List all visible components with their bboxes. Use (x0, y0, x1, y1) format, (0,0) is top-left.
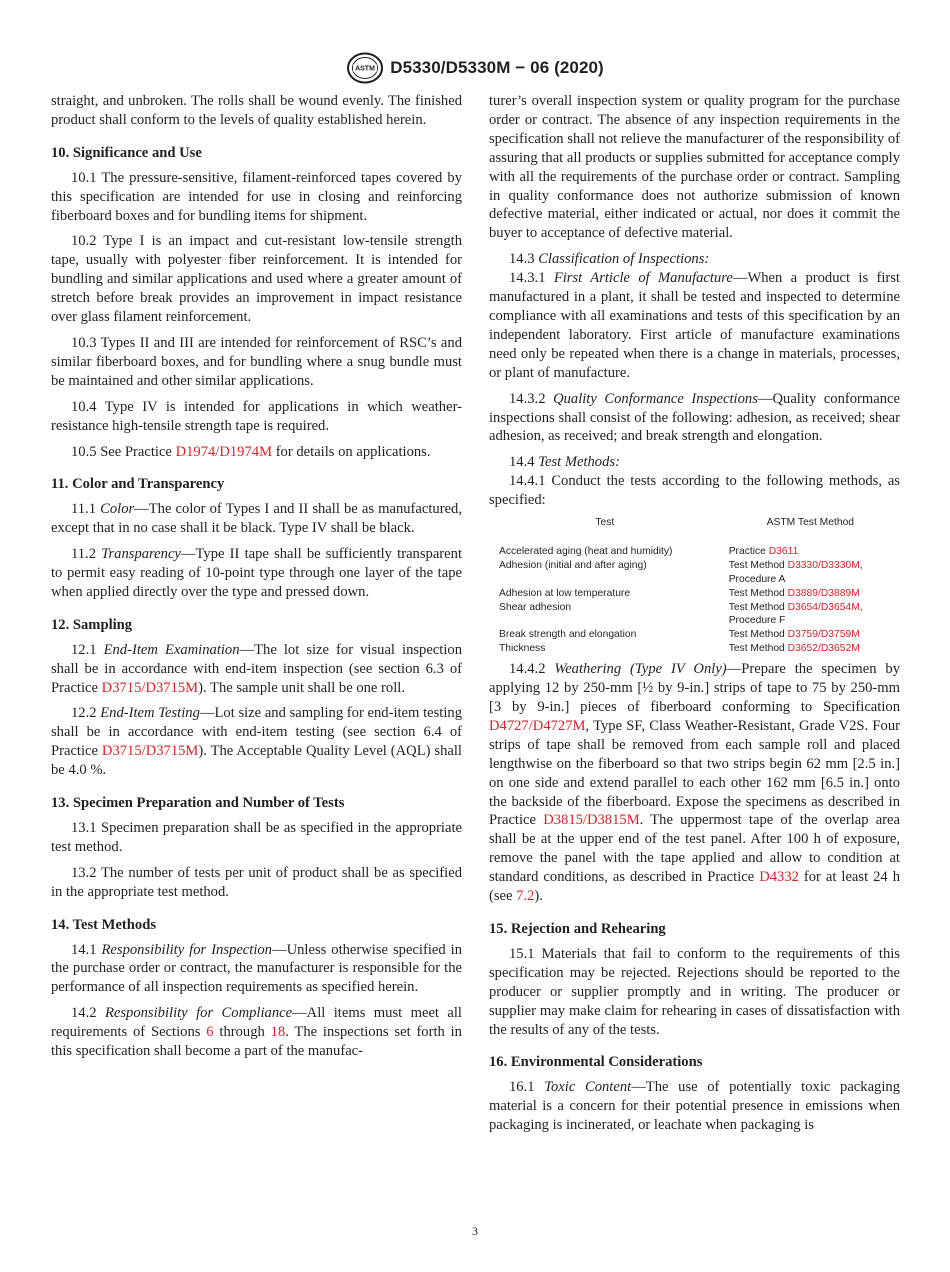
table-cell-method: Practice D3611 (728, 545, 799, 557)
paragraph-13-1: 13.1 Specimen preparation shall be as specified in the appropriate test method. (51, 820, 462, 855)
table-cell-test: Thickness (499, 643, 546, 655)
paragraph-16-1: 16.1 Toxic Content—The use of potentially toxic packaging material is a concern for their potential presence in emissions when packaging is incinerated, or leachate when packaging is (489, 1079, 901, 1134)
table-cell-test: Accelerated aging (heat and humidity) (499, 545, 673, 557)
document-designation: D5330/D5330M − 06 (2020) (390, 58, 604, 77)
ref-link-section-7-2[interactable]: 7.2 (516, 888, 535, 905)
procedure-label: Procedure F (728, 615, 786, 627)
astm-logo-icon (346, 52, 384, 84)
right-column (489, 92, 900, 1135)
paragraph-14-3: 14.3 Classification of Inspections: (509, 251, 710, 268)
ref-link-d3715[interactable]: D3715/D3715M (101, 679, 199, 696)
paragraph-11-1: 11.1 Color—The color of Types I and II shall be as manufactured, except that in no case shall it be black. Type IV shall be black. (51, 501, 462, 537)
paragraph-14-4: 14.4 Test Methods: (509, 454, 620, 471)
paragraph-14-1: 14.1 Responsibility for Inspection—Unless otherwise specified in the purchase order or contract, the manufacturer is responsible for the performance of all inspection requirements as specified herein. (51, 941, 462, 996)
page-header (0, 52, 950, 84)
paragraph-14-3-1: 14.3.1 First Article of Manufacture—When a product is first manufactured in a plant, it shall be tested and inspected to determine compliance with all examinations and tests of this specification by an independent laboratory. First article of manufacture examinations need only be repeated when there is a change in materials, processes, or plant of manufacture. (489, 270, 900, 381)
paragraph-12-1: 12.1 End-Item Examination—The lot size for visual inspection shall be in accordance with end-item inspection (see section 6.3 of Practice D3715/D3715M). The sample unit shall be one roll. (51, 641, 463, 696)
paragraph-10-5: 10.5 See Practice D1974/D1974M for details on applications. (71, 443, 431, 460)
ref-link-method[interactable]: D3330/D3330M (787, 559, 860, 571)
table-cell-test: Shear adhesion (499, 601, 572, 613)
ref-link-d3815[interactable]: D3815/D3815M (543, 812, 640, 829)
paragraph-10-2: 10.2 Type I is an impact and cut-resistant low-tensile strength tape, usually with polyester fiber reinforcement. It is intended for bundling and similar applications and used where a greater amount of stretch before break provides an improvement in impact resistance over glass filament reinforcement. (51, 233, 462, 326)
ref-link-method[interactable]: D3654/D3654M (787, 601, 860, 613)
page-number: 3 (472, 1224, 478, 1238)
table-cell-test: Adhesion at low temperature (499, 587, 631, 599)
table-row (489, 628, 900, 642)
ref-link-d3715[interactable]: D3715/D3715M (101, 743, 199, 760)
table-row (489, 601, 900, 629)
ref-link-d4332[interactable]: D4332 (759, 869, 799, 886)
table-cell-method: Test Method D3759/D3759M (728, 629, 860, 641)
table-row (489, 587, 900, 601)
paragraph-14-4-1: 14.4.1 Conduct the tests according to the following methods, as specified: (489, 473, 900, 509)
ref-link-method[interactable]: D3652/D3652M (787, 643, 860, 655)
section-heading-14: 14. Test Methods (51, 916, 157, 933)
test-methods-table (489, 516, 900, 656)
table-row (489, 559, 900, 587)
paragraph-14-4-2: 14.4.2 Weathering (Type IV Only)—Prepare the specimen by applying 12 by 250-mm [½ by 9-in.] strips of tape to 75 by 250-mm [3 by 9-in.] pieces of fiberboard conforming to Specification D4727/D4727M, Type SF, Class Weather-Resistant, Grade V2S. Four strips of tape shall be removed from each sample roll and placed lengthwise on the fiberboard so that two strips begin 62 mm [2.5 in.] on one side and extend parallel to each other 162 mm [6.5 in.] onto the backside of the fiberboard. Expose the specimens as described in Practice D3815/D3815M. The uppermost tape of the overlap area shall be at the upper end of the test panel. After 100 h of exposure, remove the panel with the tape applied and allow to condition at standard conditions, as described in Practice D4332 for at least 24 h (see 7.2). (489, 661, 900, 905)
paragraph-11-2: 11.2 Transparency—Type II tape shall be sufficiently transparent to permit easy reading of 10-point type through one layer of the tape when applied directly over the type and pressed down. (51, 546, 462, 600)
ref-link-method[interactable]: D3889/D3889M (787, 587, 860, 599)
continued-paragraph: turer’s overall inspection system or quality program for the purchase order or contract. The absence of any inspection requirements in the specification shall not relieve the manufacturer of the responsibility of assuring that all products or supplies submitted for acceptance comply with all the requirements of the purchase order or contract. Sampling in quality conformance does not authorize submission of known defective material, either indicated or actual, nor does it commit the buyer to acceptance of defective material. (489, 93, 900, 242)
paragraph-10-4: 10.4 Type IV is intended for applications in which weather-resistance high-tensile strength tape is required. (51, 398, 462, 434)
ref-link-method[interactable]: D3759/D3759M (787, 629, 860, 641)
table-header-method: ASTM Test Method (766, 517, 855, 529)
left-column (51, 92, 462, 1061)
table-cell-test: Adhesion (initial and after aging) (499, 559, 647, 571)
section-heading-10: 10. Significance and Use (51, 144, 202, 161)
ref-link-method[interactable]: D3611 (768, 545, 799, 557)
ref-link-section-6[interactable]: 6 (206, 1024, 214, 1041)
procedure-label: Procedure A (728, 573, 786, 585)
paragraph-15-1: 15.1 Materials that fail to conform to the requirements of this specification may be rejected. Rejections should be reported to the producer or supplier promptly and in writing. The producer or supplier may make claim for rehearing in cases of dissatisfaction with the results of any of the tests. (489, 945, 900, 1038)
paragraph-14-3-2: 14.3.2 Quality Conformance Inspections—Quality conformance inspections shall consist of the following: adhesion, as received; shear adhesion, as received; and break strength and elongation. (489, 390, 900, 445)
ref-link-d1974[interactable]: D1974/D1974M (175, 443, 273, 460)
logo-text: ASTM (355, 65, 376, 73)
ref-link-d4727[interactable]: D4727/D4727M (489, 717, 586, 734)
paragraph-12-2: 12.2 End-Item Testing—Lot size and sampling for end-item testing shall be in accordance with end-item testing (see section 6.4 of Practice D3715/D3715M). The Acceptable Quality Level (AQL) shall be 4.0 %. (51, 705, 463, 779)
table-cell-method: Test Method D3654/D3654M, Procedure F (728, 601, 863, 627)
table-cell-method: Test Method D3330/D3330M, Procedure A (728, 559, 863, 585)
section-heading-16: 16. Environmental Considerations (489, 1054, 703, 1071)
ref-link-section-18[interactable]: 18 (270, 1024, 286, 1041)
section-heading-12: 12. Sampling (51, 616, 133, 633)
table-row (489, 545, 900, 559)
paragraph-13-2: 13.2 The number of tests per unit of product shall be as specified in the appropriate test method. (51, 864, 462, 900)
table-header-test: Test (595, 517, 615, 529)
section-heading-11: 11. Color and Transparency (51, 476, 225, 493)
section-heading-15: 15. Rejection and Rehearing (489, 920, 666, 937)
paragraph-10-3: 10.3 Types II and III are intended for reinforcement of RSC’s and similar fiberboard boxes, and for bundling where a snug bundle must be maintained and other similar applications. (51, 334, 462, 389)
table-cell-method: Test Method D3889/D3889M (728, 587, 860, 599)
paragraph-14-2: 14.2 Responsibility for Compliance—All items must meet all requirements of Sections 6 through 18. The inspections set forth in this specification shall become a part of the manufac- (51, 1005, 462, 1060)
table-cell-method: Test Method D3652/D3652M (728, 643, 860, 655)
section-heading-13: 13. Specimen Preparation and Number of Tests (51, 795, 345, 812)
paragraph-10-1: 10.1 The pressure-sensitive, filament-reinforced tapes covered by this specification are intended for use in closing and reinforcing fiberboard boxes and for bundling items for shipment. (51, 169, 462, 224)
continued-paragraph: straight, and unbroken. The rolls shall be wound evenly. The finished product shall conform to the levels of quality established herein. (51, 93, 462, 128)
table-row (489, 642, 900, 656)
table-cell-test: Break strength and elongation (499, 629, 637, 641)
table-body (489, 545, 900, 656)
